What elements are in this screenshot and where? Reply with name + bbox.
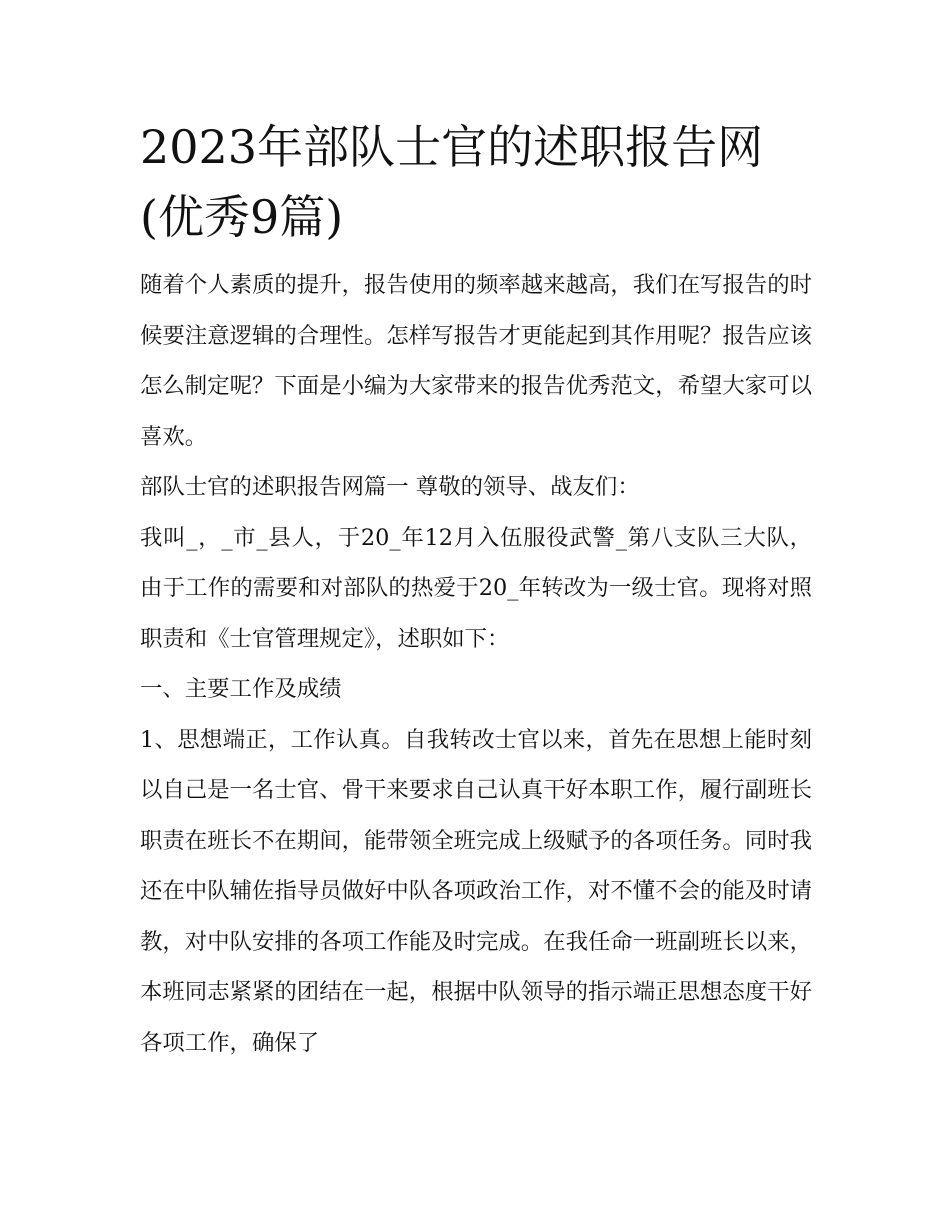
section-heading-paragraph: 部队士官的述职报告网篇一 尊敬的领导、战友们： [140, 474, 640, 500]
document-title: 2023年部队士官的述职报告网(优秀9篇) [140, 120, 764, 244]
self-intro-paragraph: 我叫_，_市_县人，于20_年12月入伍服役武警_第八支队三大队，由于工作的需要和对部队的热爱于20_年转改为一级士官。现将对照职责和《士官管理规定》，述职如下： [140, 524, 812, 652]
document-page [140, 112, 812, 1068]
section-heading: 一、主要工作及成绩 [140, 676, 342, 702]
intro-paragraph: 随着个人素质的提升，报告使用的频率越来越高，我们在写报告的时候要注意逻辑的合理性。怎样写报告才更能起到其作用呢？报告应该怎么制定呢？下面是小编为大家带来的报告优秀范文，希望大家可以喜欢。 [140, 272, 812, 450]
body-paragraph: 1、思想端正，工作认真。自我转改士官以来，首先在思想上能时刻以自己是一名士官、骨干来要求自己认真干好本职工作，履行副班长职责在班长不在期间，能带领全班完成上级赋予的各项任务。同时我还在中队辅佐指导员做好中队各项政治工作，对不懂不会的能及时请教，对中队安排的各项工作能及时完成。在我任命一班副班长以来，本班同志紧紧的团结在一起，根据中队领导的指示端正思想态度干好各项工作，确保了 [140, 726, 812, 1056]
